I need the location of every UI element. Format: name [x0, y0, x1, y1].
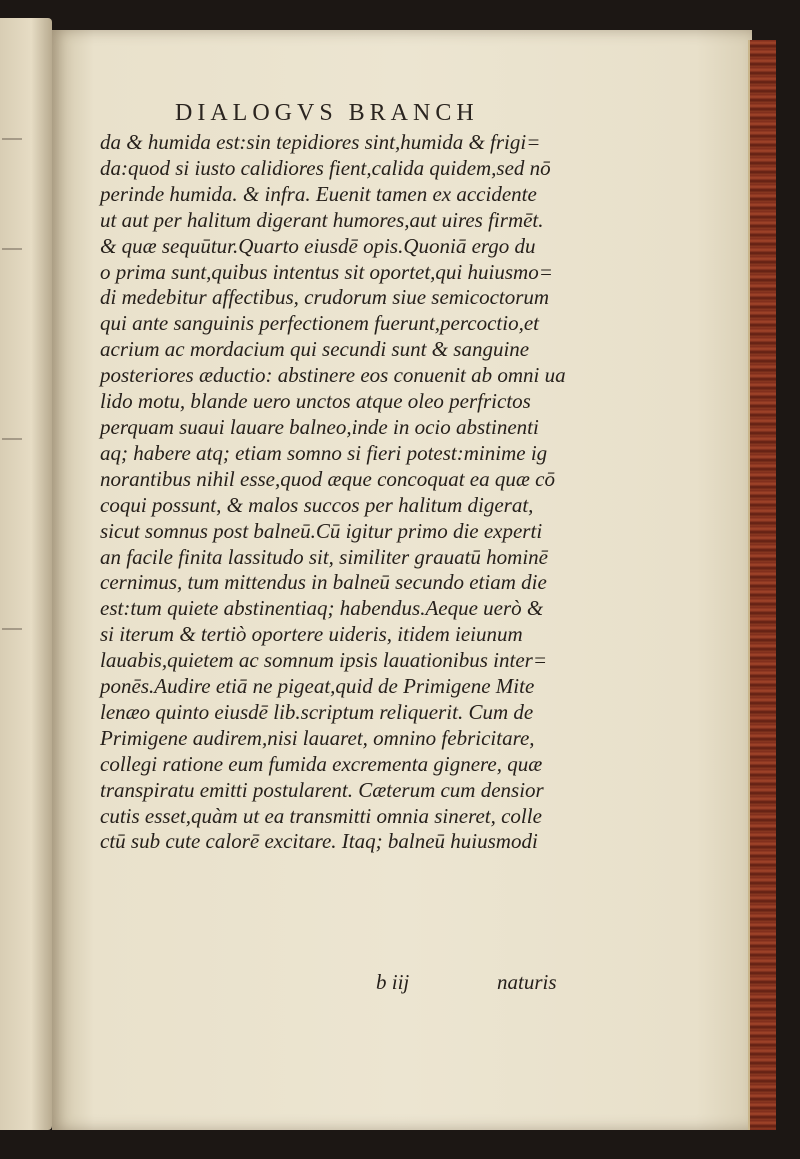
- text-line: perquam suaui lauare balneo,inde in ocio abstinenti: [100, 414, 539, 439]
- body-text: [100, 130, 580, 855]
- text-line: Primigene audirem,nisi lauaret, omnino febricitare,: [100, 725, 535, 750]
- text-line: da:quod si iusto calidiores fient,calida quidem,sed nō: [100, 155, 551, 180]
- text-line: coqui possunt, & malos succos per halitum digerat,: [100, 492, 534, 517]
- text-line: di medebitur affectibus, crudorum siue semicoctorum: [100, 285, 550, 310]
- text-line: posteriores æductio: abstinere eos conuenit ab omni ua: [100, 363, 566, 388]
- text-line: perinde humida. & infra. Euenit tamen ex accidente: [100, 181, 537, 206]
- text-line: norantibus nihil esse,quod æque concoquat ea quæ cō: [100, 466, 555, 491]
- text-line: da & humida est:sin tepidiores sint,humida & frigi=: [100, 130, 541, 154]
- text-line: qui ante sanguinis perfectionem fuerunt,percoctio,et: [100, 311, 539, 336]
- text-line: sicut somnus post balneū.Cū igitur primo die experti: [100, 518, 543, 543]
- text-line: transpiratu emitti postularent. Cæterum cum densior: [100, 777, 544, 802]
- text-line: ctū sub cute calorē excitare. Itaq; balneū huiusmodi: [100, 829, 538, 854]
- text-line: lauabis,quietem ac somnum ipsis lauationibus inter=: [100, 648, 547, 673]
- catchword: naturis: [497, 970, 557, 994]
- text-line: si iterum & tertiò oportere uideris, itidem ieiunum: [100, 622, 523, 647]
- facing-page-edge: [0, 18, 52, 1130]
- text-line: acrium ac mordacium qui secundi sunt & sanguine: [100, 337, 530, 362]
- text-line: o prima sunt,quibus intentus sit oportet,qui huiusmo=: [100, 259, 553, 284]
- running-header: DIALOGVS BRANCH: [175, 100, 479, 126]
- text-line: est:tum quiete abstinentiaq; habendus.Aeque uerò &: [100, 596, 544, 621]
- page-edges: [748, 40, 776, 1130]
- signature-mark: b iij: [376, 970, 410, 994]
- text-line: ut aut per halitum digerant humores,aut uires firmēt.: [100, 207, 544, 232]
- text-line: ponēs.Audire etiā ne pigeat,quid de Primigene Mite: [100, 674, 535, 699]
- text-line: & quæ sequūtur.Quarto eiusdē opis.Quoniā ergo du: [100, 233, 536, 258]
- text-line: lenæo quinto eiusdē lib.scriptum reliquerit. Cum de: [100, 699, 534, 724]
- text-line: cutis esset,quàm ut ea transmitti omnia sineret, colle: [100, 803, 542, 828]
- text-line: collegi ratione eum fumida excrementa gignere, quæ: [100, 751, 543, 776]
- text-line: an facile finita lassitudo sit, similiter grauatū hominē: [100, 544, 549, 569]
- text-line: cernimus, tum mittendus in balneū secundo etiam die: [100, 570, 547, 595]
- text-line: lido motu, blande uero unctos atque oleo perfrictos: [100, 389, 531, 414]
- text-line: aq; habere atq; etiam somno si fieri potest:minime ig: [100, 440, 548, 465]
